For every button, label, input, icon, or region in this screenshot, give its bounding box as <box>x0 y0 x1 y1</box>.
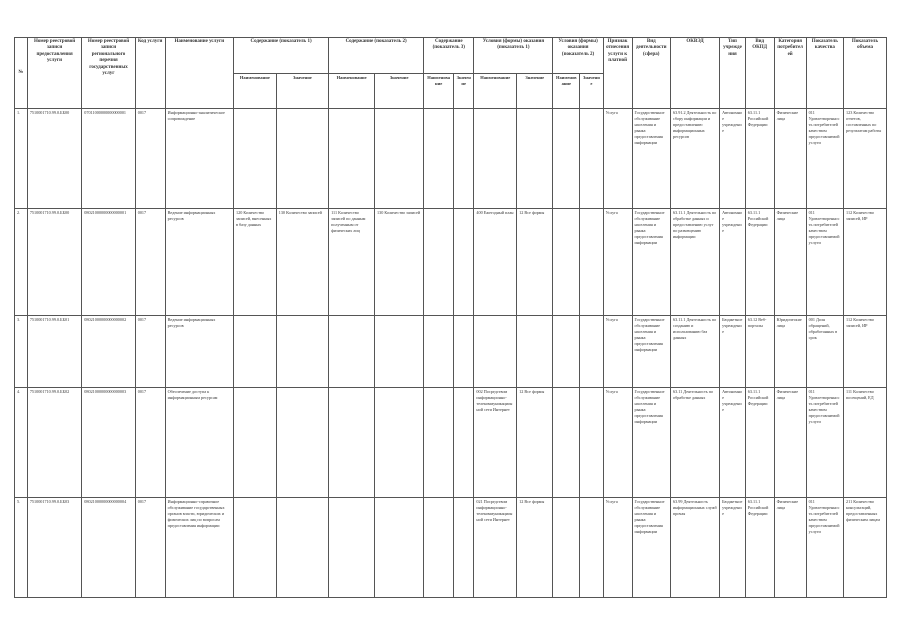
cell-type: Бюджетное учреждение <box>720 498 746 598</box>
cell-u2-value <box>580 109 604 209</box>
cell-okved: 63.11 Деятельность по обработке данных <box>670 388 719 498</box>
cell-free: Услуга <box>603 109 632 209</box>
cell-free: Услуга <box>603 316 632 388</box>
cell-volume: 112 Количество записей, ИР <box>844 209 887 316</box>
cell-reg: 7510001710.99.0.ББ01 <box>27 316 81 388</box>
cell-basic: 08021000000000000001 <box>82 209 135 316</box>
header-sphere: Вид деятельности (сфера) <box>632 38 670 109</box>
cell-okpd: 63.11.1 Российской Федерации <box>745 209 774 316</box>
cell-u2-name <box>553 209 580 316</box>
cell-u2-name <box>553 498 580 598</box>
cell-u1-value: 12 Все формы <box>517 498 553 598</box>
cell-c3-value <box>454 388 474 498</box>
table-row <box>15 388 887 498</box>
header-c2-name: Наименование <box>329 74 375 109</box>
cell-reg: 7510001710.99.0.ББ02 <box>27 388 81 498</box>
cell-okpd: 63.11.1 Российской Федерации <box>745 109 774 209</box>
cell-name: Обеспечение доступа к информационным ресурсам <box>165 388 233 498</box>
header-volume: Показатель объема <box>844 38 887 109</box>
cell-c3-name <box>424 209 454 316</box>
cell-category: Физические лица <box>774 388 806 498</box>
cell-c2-name <box>329 388 375 498</box>
cell-u1-name: 400 Ежегодный план <box>474 209 517 316</box>
header-content3: Содержание (показатель 3) <box>424 38 474 74</box>
cell-free: Услуга <box>603 388 632 498</box>
header-okved: ОКВЭД <box>670 38 719 109</box>
cell-quality: 011 Удовлетворенность потребителей качеством предоставляемой услуги <box>806 388 843 498</box>
cell-code: 0017 <box>135 109 165 209</box>
header-c3-value: Значение <box>454 74 474 109</box>
cell-reg: 7510001710.99.0.ББ00 <box>27 109 81 209</box>
header-u2-name: Наименование <box>553 74 580 109</box>
cell-c3-name <box>424 498 454 598</box>
cell-c3-name <box>424 109 454 209</box>
cell-u1-name: 002 Посредством информационно-телекоммуникационной сети Интернет <box>474 388 517 498</box>
cell-name: Ведение информационных ресурсов <box>165 209 233 316</box>
cell-num: 2. <box>15 209 28 316</box>
cell-code: 0017 <box>135 498 165 598</box>
cell-reg: 7510001710.99.0.ББ03 <box>27 498 81 598</box>
cell-basic: 08021000000000000002 <box>82 316 135 388</box>
cell-okved: 63.99 Деятельность информационных служб прочая <box>670 498 719 598</box>
cell-c3-value <box>454 209 474 316</box>
header-content1: Содержание (показатель 1) <box>234 38 329 74</box>
cell-u1-value: 12 Все формы <box>517 388 553 498</box>
cell-type: Автономное учреждение <box>720 388 746 498</box>
header-type-org: Тип учреждения <box>720 38 746 109</box>
cell-sphere: Государственное обслуживание населения и рынка предоставления информации <box>632 316 670 388</box>
cell-c2-value <box>375 388 424 498</box>
cell-category: Физические лица <box>774 109 806 209</box>
cell-name: Информационно-справочное обслуживание государственных органов власти, юридических и физических лиц по вопросам предоставления информации <box>165 498 233 598</box>
cell-u2-value <box>580 388 604 498</box>
cell-category: Физические лица <box>774 209 806 316</box>
cell-type: Бюджетное учреждение <box>720 316 746 388</box>
cell-okpd: 63.11.1 Российской Федерации <box>745 388 774 498</box>
cell-basic: 08021000000000000003 <box>82 388 135 498</box>
cell-c3-name <box>424 388 454 498</box>
cell-u2-name <box>553 388 580 498</box>
cell-num: 1. <box>15 109 28 209</box>
cell-free: Услуга <box>603 498 632 598</box>
cell-reg: 7510001710.99.0.ББ00 <box>27 209 81 316</box>
cell-basic: 07011000000000000001 <box>82 109 135 209</box>
table-row <box>15 316 887 388</box>
header-cond1: Условия (формы) оказания (показатель 1) <box>474 38 553 74</box>
cell-c1-name <box>234 498 277 598</box>
cell-c1-value <box>276 388 328 498</box>
cell-category: Физические лица <box>774 498 806 598</box>
cell-c2-name <box>329 498 375 598</box>
cell-c2-value <box>375 316 424 388</box>
cell-u1-name <box>474 316 517 388</box>
cell-c2-name: 111 Количество записей по данным полученным от физических лиц <box>329 209 375 316</box>
cell-u2-name <box>553 316 580 388</box>
header-quality: Показатель качества <box>806 38 843 109</box>
header-u1-name: Наименование <box>474 74 517 109</box>
cell-c1-name <box>234 316 277 388</box>
header-u1-value: Значение <box>517 74 553 109</box>
cell-quality: 011 Удовлетворенность потребителей качеством предоставляемой услуги <box>806 498 843 598</box>
cell-volume: 112 Количество записей, ИР <box>844 316 887 388</box>
cell-c1-value <box>276 109 328 209</box>
cell-code: 0017 <box>135 316 165 388</box>
cell-c2-name <box>329 316 375 388</box>
cell-code: 0017 <box>135 209 165 316</box>
cell-quality: 001 Доля обращений, обработанных в срок <box>806 316 843 388</box>
cell-c1-value: 130 Количество записей <box>276 209 328 316</box>
cell-c1-value <box>276 498 328 598</box>
cell-u2-value <box>580 316 604 388</box>
cell-u1-value <box>517 316 553 388</box>
table-row <box>15 498 887 598</box>
cell-c3-value <box>454 109 474 209</box>
cell-okpd: 63.12 Веб-порталы <box>745 316 774 388</box>
cell-num: 4. <box>15 388 28 498</box>
cell-c1-name <box>234 388 277 498</box>
cell-u2-value <box>580 209 604 316</box>
cell-c3-name <box>424 316 454 388</box>
header-basic-reg-number: Номер реестровой записи регионального перечня государственных услуг <box>82 38 135 109</box>
header-u2-value: Значение <box>580 74 604 109</box>
cell-name: Ведение информационных ресурсов <box>165 316 233 388</box>
cell-type: Автономное учреждение <box>720 209 746 316</box>
cell-c1-name <box>234 109 277 209</box>
cell-c2-value: 130 Количество записей <box>375 209 424 316</box>
cell-code: 0017 <box>135 388 165 498</box>
header-cond2: Условия (формы) оказания (показатель 2) <box>553 38 603 74</box>
cell-c1-name: 120 Количество записей, внесенных в базу данных <box>234 209 277 316</box>
cell-c2-name <box>329 109 375 209</box>
cell-quality: 011 Удовлетворенность потребителей качеством предоставляемой услуги <box>806 209 843 316</box>
cell-sphere: Государственное обслуживание населения и рынка предоставления информации <box>632 388 670 498</box>
cell-sphere: Государственное обслуживание населения и рынка предоставления информации <box>632 209 670 316</box>
cell-c3-value <box>454 316 474 388</box>
cell-sphere: Государственное обслуживание населения и рынка предоставления информации <box>632 498 670 598</box>
cell-num: 5. <box>15 498 28 598</box>
cell-okved: 63.91.2 Деятельность по сбору информации и предоставлению информационных ресурсов <box>670 109 719 209</box>
cell-category: Юридические лица <box>774 316 806 388</box>
header-category: Категория потребителей <box>774 38 806 109</box>
cell-c2-value <box>375 109 424 209</box>
header-content2: Содержание (показатель 2) <box>329 38 424 74</box>
cell-num: 3. <box>15 316 28 388</box>
cell-sphere: Государственное обслуживание населения и рынка предоставления информации <box>632 109 670 209</box>
cell-quality: 011 Удовлетворенность потребителей качеством предоставляемой услуги <box>806 109 843 209</box>
cell-volume: 211 Количество консультаций, предоставленных физическим лицам <box>844 498 887 598</box>
cell-volume: 111 Количество посещений, ЕД <box>844 388 887 498</box>
cell-okpd: 63.11.1 Российской Федерации <box>745 498 774 598</box>
cell-free: Услуга <box>603 209 632 316</box>
cell-u1-value <box>517 109 553 209</box>
header-num: № <box>15 38 28 109</box>
header-c3-name: Наименование <box>424 74 454 109</box>
cell-u1-name <box>474 109 517 209</box>
cell-name: Информационно-аналитическое сопровождение <box>165 109 233 209</box>
header-reg-number: Номер реестровой записи предоставления услуги <box>27 38 81 109</box>
cell-volume: 123 Количество отчетов, составленных по результатам работы <box>844 109 887 209</box>
table-row <box>15 109 887 209</box>
cell-okved: 63.11.1 Деятельность по обработке данных и предоставлению услуг по размещению информации <box>670 209 719 316</box>
cell-okved: 63.11.1 Деятельность по созданию и использованию баз данных <box>670 316 719 388</box>
header-code: Код услуги <box>135 38 165 109</box>
cell-basic: 08021000000000000004 <box>82 498 135 598</box>
cell-u1-value: 12 Все формы <box>517 209 553 316</box>
cell-type: Автономное учреждение <box>720 109 746 209</box>
table-row <box>15 209 887 316</box>
cell-c3-value <box>454 498 474 598</box>
header-c2-value: Значение <box>375 74 424 109</box>
header-okpd: Вид ОКПД <box>745 38 774 109</box>
registry-table <box>14 37 887 598</box>
cell-u1-name: 021 Посредством информационно-телекоммуникационной сети Интернет <box>474 498 517 598</box>
header-name: Наименование услуги <box>165 38 233 109</box>
header-c1-name: Наименование <box>234 74 277 109</box>
cell-u2-name <box>553 109 580 209</box>
header-free: Признак отнесения услуги к платной <box>603 38 632 109</box>
cell-u2-value <box>580 498 604 598</box>
cell-c2-value <box>375 498 424 598</box>
cell-c1-value <box>276 316 328 388</box>
header-c1-value: Значение <box>276 74 328 109</box>
